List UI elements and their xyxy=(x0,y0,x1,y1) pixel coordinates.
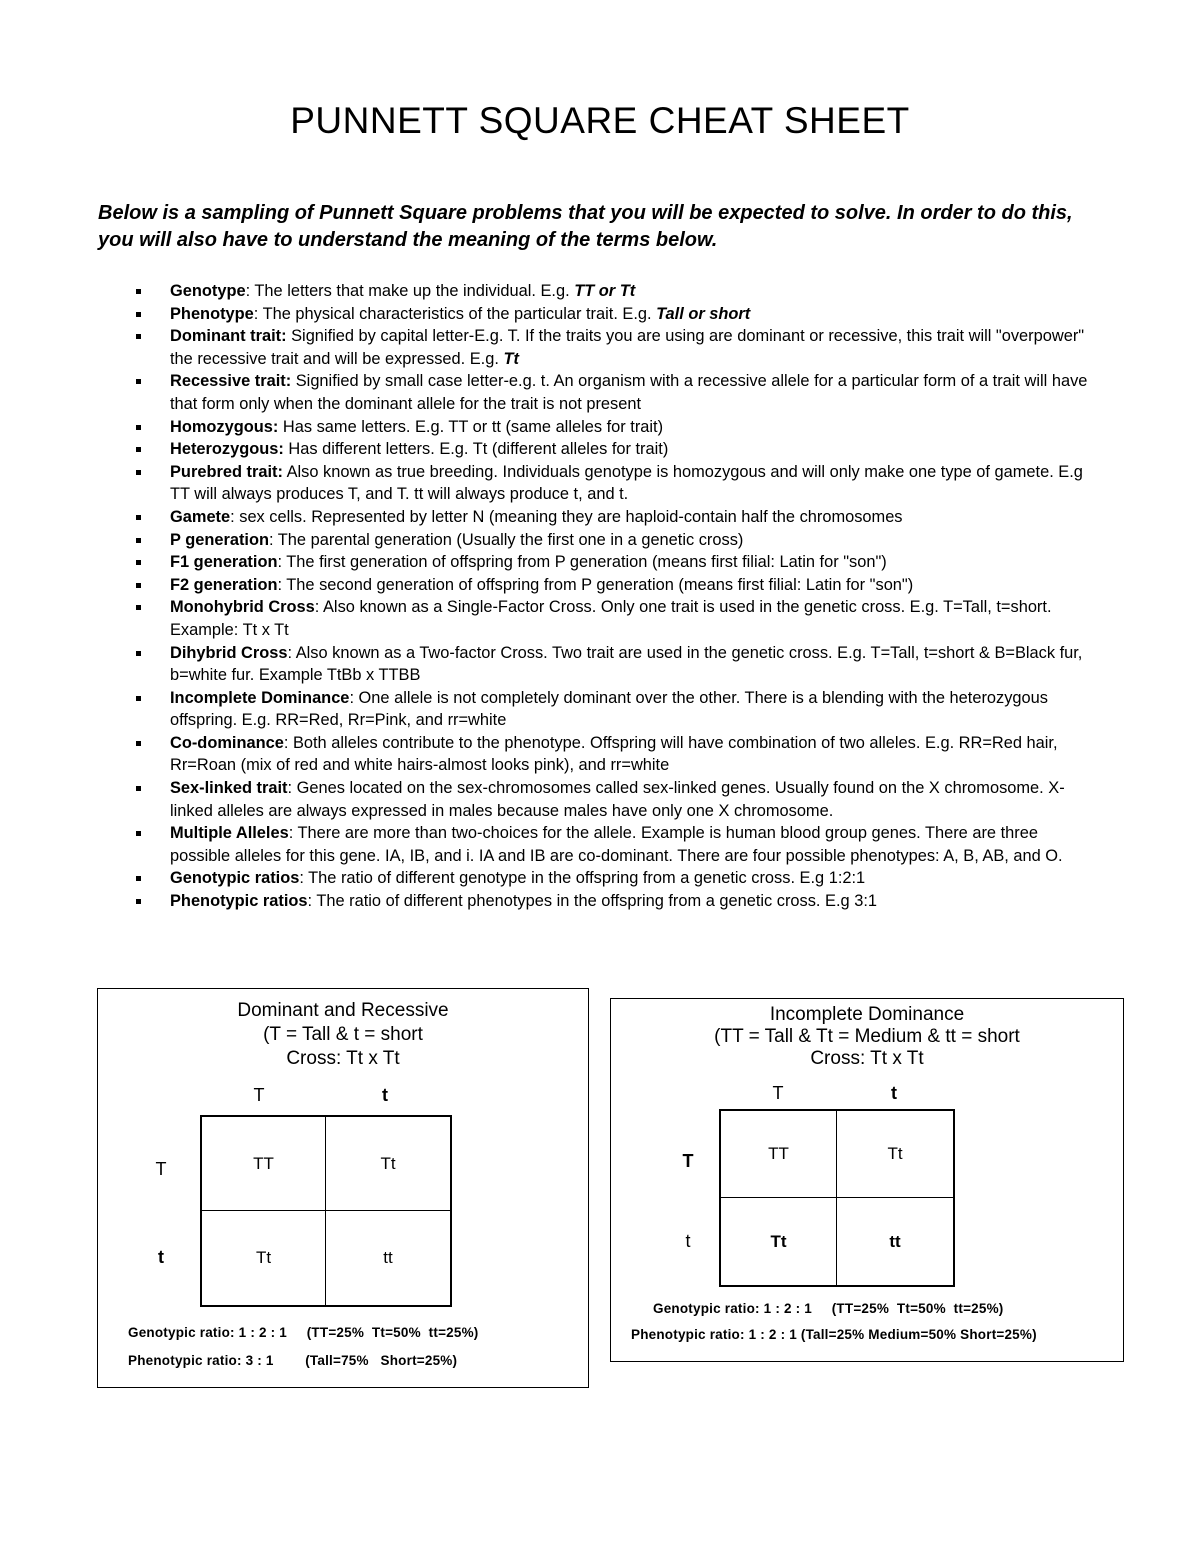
term-item xyxy=(132,416,1102,439)
term-definition: Signified by capital letter-E.g. T. If the traits you are using are dominant or recessive, this trait will "overpower" the recessive trait and will be expressed. E.g. xyxy=(170,327,1085,368)
term-item xyxy=(132,303,1102,326)
term-definition: : The letters that make up the individual. E.g. xyxy=(245,282,575,300)
term-item xyxy=(132,642,1102,687)
term-definition: : sex cells. Represented by letter N (meaning they are haploid-contain half the chromosomes xyxy=(230,507,903,526)
term-item xyxy=(132,325,1102,370)
term-example: TT or Tt xyxy=(574,282,636,300)
box2-punnett-grid xyxy=(719,1109,955,1287)
box1-side-label-1: T xyxy=(155,1159,167,1179)
term-name: Incomplete Dominance xyxy=(170,688,350,707)
term-name: Purebred trait: xyxy=(170,462,283,481)
terms-list xyxy=(132,280,1102,913)
term-item xyxy=(132,551,1102,574)
intro-text: Below is a sampling of Punnett Square problems that you will be expected to solve. In order to do this, you will also have to understand the meaning of the terms below. xyxy=(98,202,1073,251)
term-name: Phenotypic ratios xyxy=(170,892,308,911)
term-name: P generation xyxy=(170,530,269,549)
box2-header-1: Incomplete Dominance xyxy=(769,1004,965,1025)
term-name: F2 generation xyxy=(170,575,278,594)
term-name: Multiple Alleles xyxy=(170,824,289,843)
term-item xyxy=(132,529,1102,552)
box1-cell: Tt xyxy=(326,1117,450,1211)
box2-side-label-1: T xyxy=(682,1151,694,1171)
box1-phenotypic-ratio: Phenotypic ratio: 3 : 1 (Tall=75% Short=25%) xyxy=(128,1353,458,1368)
incomplete-dominance-box xyxy=(610,998,1124,1362)
term-item xyxy=(132,574,1102,597)
box1-top-label-2: t xyxy=(382,1085,388,1105)
box1-punnett-grid xyxy=(200,1115,452,1307)
box2-side-label-2: t xyxy=(685,1231,691,1251)
term-definition: : The ratio of different genotype in the offspring from a genetic cross. E.g 1:2:1 xyxy=(299,869,866,888)
term-name: Gamete xyxy=(170,507,231,526)
box1-header-2: (T = Tall & t = short xyxy=(263,1024,423,1045)
term-definition: : One allele is not completely dominant over the other. There is a blending with the heterozygous offspring. E.g. RR=Red, Rr=Pink, and rr=white xyxy=(170,688,1048,730)
box1-top-label-1: T xyxy=(253,1085,265,1105)
term-name: Genotype xyxy=(170,282,246,300)
term-item xyxy=(132,867,1102,890)
term-item xyxy=(132,890,1102,913)
term-definition: : Also known as a Two-factor Cross. Two trait are used in the genetic cross. E.g. T=Tall, t=short & B=Black fur, b=white fur. Example TtBb x TTBB xyxy=(170,643,1083,685)
term-item xyxy=(132,438,1102,461)
term-definition: : Both alleles contribute to the phenotype. Offspring will have combination of two alleles. E.g. RR=Red hair, Rr=Roan (mix of red and white hairs-almost looks pink), and rr=white xyxy=(170,733,1058,775)
box1-side-label-2: t xyxy=(158,1247,164,1267)
box1-header-1: Dominant and Recessive xyxy=(237,1000,449,1021)
term-name: Dihybrid Cross xyxy=(170,643,288,662)
term-name: Sex-linked trait xyxy=(170,779,288,798)
dominant-recessive-box xyxy=(97,988,589,1388)
page-title: PUNNETT SQUARE CHEAT SHEET xyxy=(290,100,910,141)
box2-top-label-2: t xyxy=(891,1083,897,1103)
term-definition: : The ratio of different phenotypes in the offspring from a genetic cross. E.g 3:1 xyxy=(307,892,877,911)
term-definition: : The second generation of offspring from P generation (means first filial: Latin for "son") xyxy=(277,575,914,594)
box1-cell: Tt xyxy=(202,1211,326,1305)
term-definition: Also known as true breeding. Individuals genotype is homozygous and will only make one type of gamete. E.g TT will always produces T, and T. tt will always produce t, and t. xyxy=(170,462,1083,504)
box2-cell: Tt xyxy=(721,1198,837,1285)
box2-header-3: Cross: Tt x Tt xyxy=(810,1048,924,1069)
term-name: Recessive trait: xyxy=(170,372,292,391)
box1-genotypic-ratio: Genotypic ratio: 1 : 2 : 1 (TT=25% Tt=50% tt=25%) xyxy=(128,1325,479,1340)
box2-cell: Tt xyxy=(837,1111,953,1198)
term-definition: Has same letters. E.g. TT or tt (same alleles for trait) xyxy=(278,417,664,436)
term-example: Tall or short xyxy=(656,304,751,323)
box2-phenotypic-ratio: Phenotypic ratio: 1 : 2 : 1 (Tall=25% Medium=50% Short=25%) xyxy=(631,1327,1037,1342)
term-name: Co-dominance xyxy=(170,733,284,752)
term-definition: : There are more than two-choices for the allele. Example is human blood group genes. There are three possible alleles for this gene. IA, IB, and i. IA and IB are co-dominant. There are four possible phenotypes: A, B, AB, and O. xyxy=(170,824,1063,865)
term-name: Genotypic ratios xyxy=(170,869,300,888)
term-name: Heterozygous: xyxy=(170,440,284,459)
term-item xyxy=(132,596,1102,641)
box2-cell: tt xyxy=(889,1231,901,1251)
term-item xyxy=(132,732,1102,777)
box2-header-2: (TT = Tall & Tt = Medium & tt = short xyxy=(714,1026,1020,1047)
term-definition: Has different letters. E.g. Tt (different alleles for trait) xyxy=(283,440,669,459)
term-name: Monohybrid Cross xyxy=(170,598,315,617)
term-example: Tt xyxy=(503,349,519,368)
box2-cell: TT xyxy=(721,1111,837,1198)
box2-genotypic-ratio: Genotypic ratio: 1 : 2 : 1 (TT=25% Tt=50% tt=25%) xyxy=(653,1301,1004,1316)
term-name: F1 generation xyxy=(170,553,278,572)
box1-cell: tt xyxy=(383,1248,393,1267)
term-definition: : The first generation of offspring from P generation (means first filial: Latin for "son") xyxy=(277,553,887,572)
box1-header-3: Cross: Tt x Tt xyxy=(286,1048,400,1069)
term-item xyxy=(132,506,1102,529)
term-definition: : Genes located on the sex-chromosomes called sex-linked genes. Usually found on the X chromosome. X-linked alleles are always expressed in males because males have only one X chromosome. xyxy=(170,779,1065,820)
term-name: Phenotype xyxy=(170,304,254,323)
term-name: Homozygous: xyxy=(170,417,279,436)
term-item xyxy=(132,777,1102,822)
term-definition: : The physical characteristics of the particular trait. E.g. xyxy=(253,304,657,323)
box2-top-label-1: T xyxy=(772,1083,784,1103)
term-item xyxy=(132,687,1102,732)
term-name: Dominant trait: xyxy=(170,327,287,346)
box1-cell: TT xyxy=(202,1117,326,1211)
term-item xyxy=(132,461,1102,506)
term-item xyxy=(132,822,1102,867)
term-definition: : The parental generation (Usually the first one in a genetic cross) xyxy=(268,530,744,549)
term-item xyxy=(132,280,1102,303)
term-item xyxy=(132,370,1102,415)
term-definition: : Also known as a Single-Factor Cross. Only one trait is used in the genetic cross. E.g. T=Tall, t=short. Example: Tt x Tt xyxy=(170,598,1052,639)
term-definition: Signified by small case letter-e.g. t. An organism with a recessive allele for a particular form of a trait will have that form only when the dominant allele for the trait is not present xyxy=(170,372,1088,413)
